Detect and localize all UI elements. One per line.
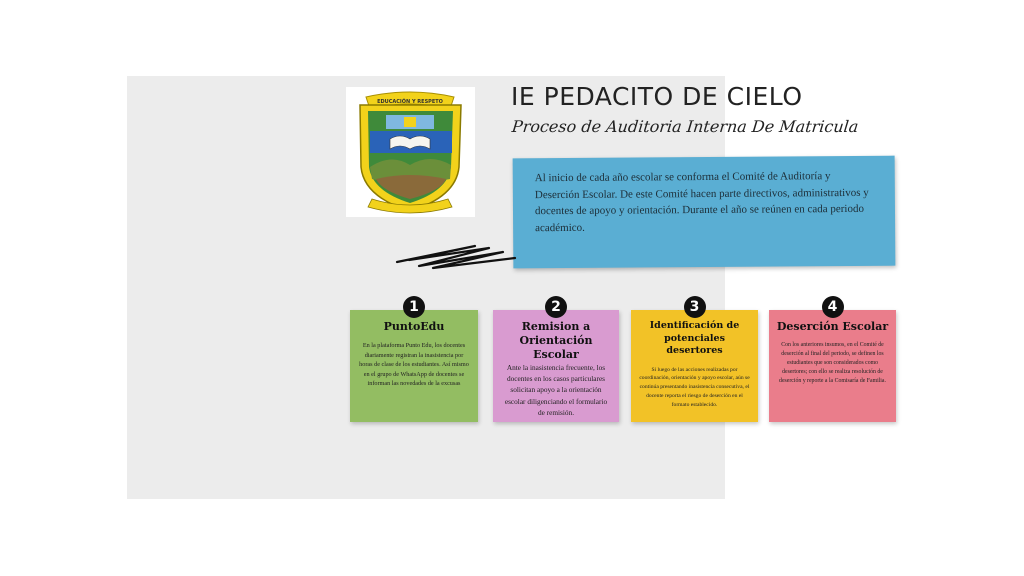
step-body: Si luego de las acciones realizadas por coordinación, orientación y apoyo escolar, aún se continúa presentando inasistencia consecutiva, el docente reporta el riesgo de deserción en el formato establecido. [639, 366, 750, 408]
step-body: Ante la inasistencia frecuente, los docentes en los casos particulares solicitan apoyo a la orientación escolar diligenciando el formulario de remisión. [504, 363, 608, 417]
intro-panel [513, 156, 896, 269]
step-number-badge: 3 [684, 296, 706, 318]
svg-text:EDUCACIÓN Y RESPETO: EDUCACIÓN Y RESPETO [377, 99, 443, 105]
step-card-4 [769, 299, 896, 422]
page-subtitle: Proceso de Auditoria Interna De Matricula [511, 117, 860, 136]
intro-text: Al inicio de cada año escolar se conforma el Comité de Auditoría y Deserción Escolar. De este Comité hacen parte directivos, administrativos y docentes de apoyo y orientación. Durante el año se reúnen en cada periodo académico. [534, 170, 869, 234]
page-title: IE PEDACITO DE CIELO [511, 82, 803, 111]
step-title: PuntoEdu [383, 320, 445, 333]
step-number-badge: 1 [403, 296, 425, 318]
school-crest-icon [346, 87, 475, 217]
step-title: Remision a Orientación Escolar [519, 320, 593, 361]
step-card-2 [493, 299, 619, 422]
step-title: Identificación de potenciales desertores [649, 320, 740, 356]
step-title: Deserción Escolar [776, 320, 889, 333]
scribble-decoration [393, 240, 519, 272]
step-card-3 [631, 299, 758, 422]
step-body: En la plataforma Punto Edu, los docentes diariamente registran la inasistencia por horas de clase de los estudiantes. Así mismo en el grupo de WhatsApp de docentes se informan las novedades de la excusas [359, 342, 469, 387]
step-body: Con los anteriores insumos, en el Comité de deserción al final del periodo, se definen los estudiantes que son considerados como desertores; con ello se realiza resolución de deserción y reporte a la Comisaría de Familia. [779, 342, 886, 384]
step-number-badge: 4 [822, 296, 844, 318]
school-logo [346, 87, 475, 217]
step-card-1 [350, 299, 478, 422]
step-number-badge: 2 [545, 296, 567, 318]
